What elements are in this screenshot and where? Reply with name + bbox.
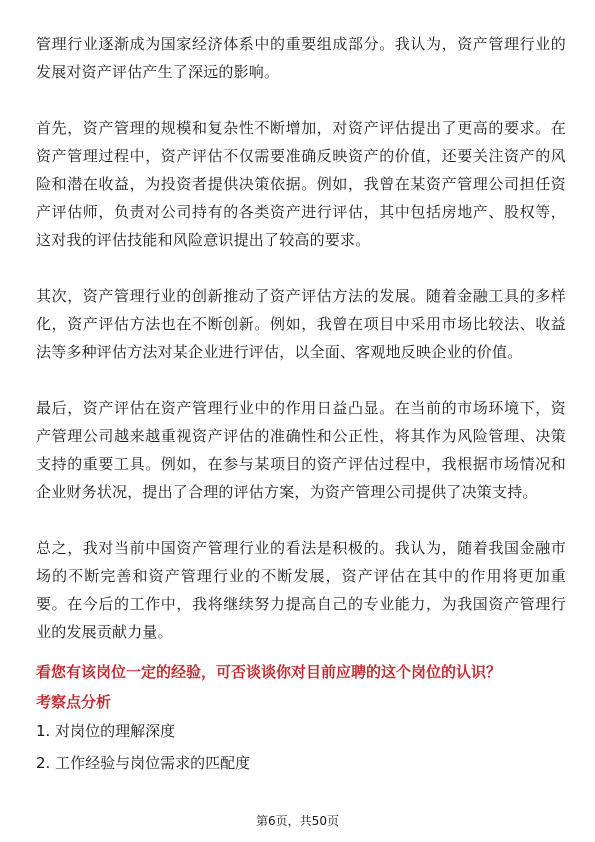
analysis-heading: 考察点分析 [36,693,112,711]
analysis-point-1: 1. 对岗位的理解深度 [36,722,176,740]
paragraph-first: 首先，资产管理的规模和复杂性不断增加，对资产评估提出了更高的要求。在资产管理过程中，资产评估不仅需要准确反映资产的价值，还要关注资产的风险和潜在收益，为投资者提供决策依据。例如，我曾在某资产管理公司担任资产评估师，负责对公司持有的各类资产进行评估，其中包括房地产、股权等，这对我的评估技能和风险意识提出了较高的要求。 [36,119,566,249]
interview-question: 看您有该岗位一定的经验，可否谈谈你对目前应聘的这个岗位的认识？ [36,663,502,681]
paragraph-second: 其次，资产管理行业的创新推动了资产评估方法的发展。随着金融工具的多样化，资产评估方法也在不断创新。例如，我曾在项目中采用市场比较法、收益法等多种评估方法对某企业进行评估，以全面、客观地反映企业的价值。 [36,287,566,361]
paragraph-conclusion: 总之，我对当前中国资产管理行业的看法是积极的。我认为，随着我国金融市场的不断完善和资产管理行业的不断发展，资产评估在其中的作用将更加重要。在今后的工作中，我将继续努力提高自己的专业能力，为我国资产管理行业的发展贡献力量。 [36,539,566,641]
analysis-point-2: 2. 工作经验与岗位需求的匹配度 [36,754,251,772]
page-footer: 第6页，共50页 [256,814,339,828]
page-content [36,30,566,782]
paragraph-intro: 管理行业逐渐成为国家经济体系中的重要组成部分。我认为，资产管理行业的发展对资产评估产生了深远的影响。 [36,35,566,81]
paragraph-third: 最后，资产评估在资产管理行业中的作用日益凸显。在当前的市场环境下，资产管理公司越来越重视资产评估的准确性和公正性，将其作为风险管理、决策支持的重要工具。例如，在参与某项目的资产评估过程中，我根据市场情况和企业财务状况，提出了合理的评估方案，为资产管理公司提供了决策支持。 [36,399,566,501]
